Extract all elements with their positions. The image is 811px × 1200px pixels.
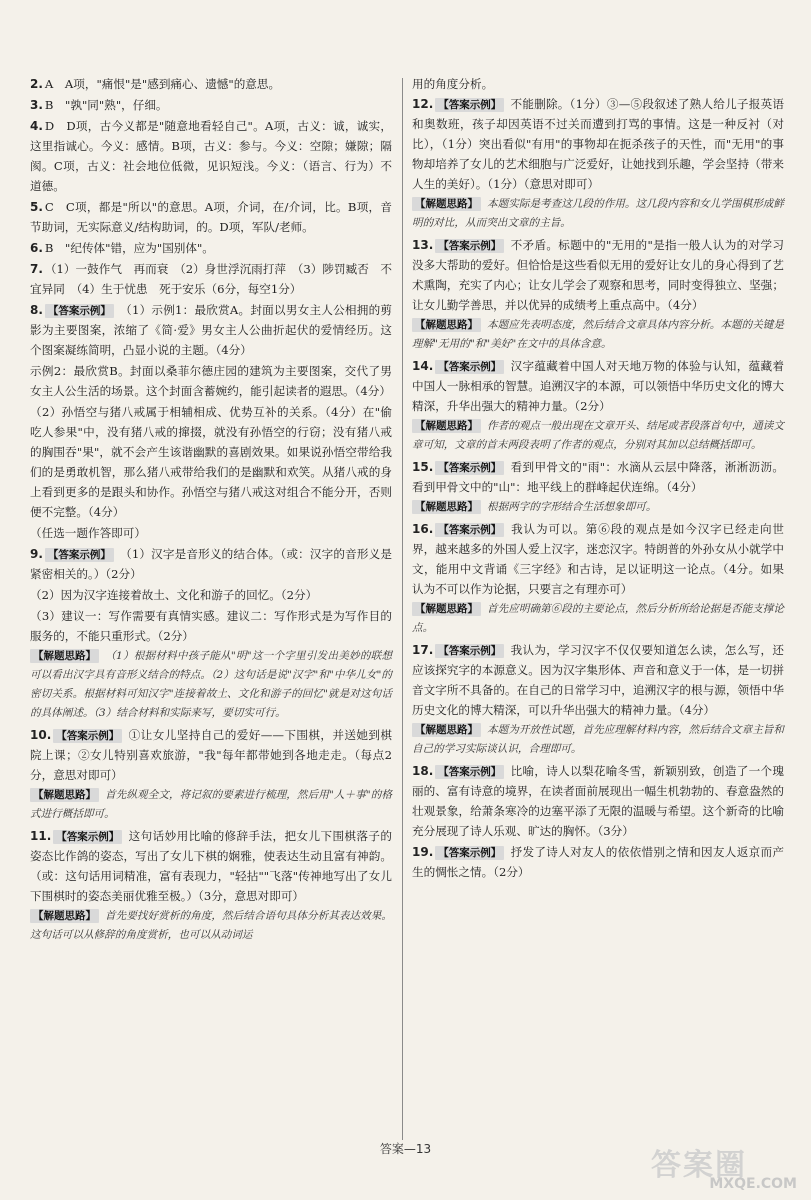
answer-paragraph: [412, 457, 784, 497]
question-number: 4.: [30, 119, 43, 133]
answer-text: 示例2：最欣赏B。封面以桑菲尔德庄园的建筑为主要图案，交代了男女主人公生活的场景。这个封面含蓄婉约，能引起读者的遐思。（4分）: [30, 364, 392, 398]
answer-paragraph: [412, 519, 784, 599]
answer-paragraph: [30, 585, 392, 605]
analysis-tag: 【解题思路】: [30, 788, 99, 802]
answer-example-tag: 【答案示例】: [435, 360, 504, 374]
question-9: [30, 544, 392, 723]
answer-example-tag: 【答案示例】: [53, 729, 122, 743]
continued-text: 用的角度分析。: [412, 77, 494, 91]
question-16: [412, 519, 784, 638]
analysis-paragraph: [412, 417, 784, 455]
question-number: 9.: [30, 547, 43, 561]
analysis-tag: 【解题思路】: [412, 318, 481, 332]
analysis-tag: 【解题思路】: [412, 602, 481, 616]
short-answers: [30, 74, 392, 299]
answer-text: 不矛盾。标题中的"无用的"是指一般人认为的对学习没多大帮助的爱好。但恰恰是这些看似无用的爱好让女儿的身心得到了艺术熏陶，充实了内心；让女儿学会了观察和思考，同时变得独立、坚强；让女儿勤学善思，并以优异的成绩考上重点高中。（4分）: [412, 238, 784, 312]
analysis-text: 首先应明确第⑥段的主要论点，然后分析所给论据是否能支撑论点。: [412, 603, 784, 634]
question-number: 19.: [412, 845, 434, 859]
answer-text: A A项，"痛恨"是"感到痛心、遗憾"的意思。: [44, 77, 281, 91]
answer-text: 我认为，学习汉字不仅仅要知道怎么读，怎么写，还应该探究字的本源意义。因为汉字集形体、声音和意义于一体，是一切拼音文字所不具备的。在自己的日常学习中，追溯汉字的根与源，领悟中华历史文化的博大精深，可以升华出强大的精神力量。（4分）: [412, 643, 784, 717]
question-number: 7.: [30, 262, 43, 276]
analysis-tag: 【解题思路】: [412, 419, 481, 433]
analysis-paragraph: [412, 721, 784, 759]
question-12: [412, 94, 784, 233]
question-number: 5.: [30, 200, 43, 214]
question-number: 17.: [412, 643, 434, 657]
question-19: [412, 842, 784, 882]
question-11: [30, 826, 392, 945]
analysis-paragraph: [30, 786, 392, 824]
analysis-text: （1）根据材料中孩子能从"明"这一个字里引发出美妙的联想可以看出汉字具有音形义结合的特点。（2）这句话是说"汉字"和"中华儿女"的密切关系。根据材料可知汉字"连接着故土、文化和游子的回忆"就是对这句话的具体阐述。（3）结合材料和实际来写，要切实可行。: [30, 650, 392, 719]
column-divider: [402, 78, 403, 1140]
answer-text: D D项，古今义都是"随意地看轻自己"。A项，古义：诚，诚实，这里指诚心。今义：感情。B项，古义：参与。今义：空隙；嫌隙；隔阂。C项，古义：社会地位低微，见识短浅。今义：（语言、行为）不道德。: [30, 119, 392, 193]
answer-example-tag: 【答案示例】: [435, 98, 504, 112]
answer-paragraph: [30, 725, 392, 785]
answer-text: （任选一题作答即可）: [30, 526, 146, 540]
answer-text: （1）一鼓作气 再而衰 （2）身世浮沉雨打萍 （3）陟罚臧否 不宜异同 （4）生于忧患 死于安乐（6分，每空1分）: [30, 262, 392, 296]
answer-text: C C项，都是"所以"的意思。A项，介词，在/介词，比。B项，音节助词，无实际意义/结构助词，的。D项，军队/老师。: [30, 200, 392, 234]
analysis-paragraph: [412, 498, 784, 517]
analysis-text: 首先纵观全文，将记叙的要素进行梳理，然后用"人＋事"的格式进行概括即可。: [30, 789, 392, 820]
answer-paragraph: [412, 356, 784, 416]
answer-example-tag: 【答案示例】: [435, 644, 504, 658]
answer-paragraph: [30, 544, 392, 584]
answer-text: 比喻，诗人以梨花喻冬雪，新颖别致，创造了一个瑰丽的、富有诗意的境界，在读者面前展现出一幅生机勃勃的、春意盎然的壮观景象，给萧条寒冷的边塞平添了无限的温暖与希望。这个新奇的比喻充分展现了诗人乐观、旷达的胸怀。（3分）: [412, 764, 784, 838]
right-column: [412, 74, 784, 883]
answer-paragraph: [412, 761, 784, 841]
analysis-tag: 【解题思路】: [412, 500, 481, 514]
answer-example-tag: 【答案示例】: [435, 846, 504, 860]
question-number: 8.: [30, 303, 43, 317]
analysis-text: 本题为开放性试题，首先应理解材料内容，然后结合文章主旨和自己的学习实际谈认识，合理即可。: [412, 724, 784, 755]
answer-text: 我认为可以。第⑥段的观点是如今汉字已经走向世界，越来越多的外国人爱上汉字，迷恋汉字。特朗普的外孙女从小就学中文，能用中文背诵《三字经》和古诗，足以证明这一论点。（4分。如果认为不可以作为论据，只要言之有理亦可）: [412, 522, 784, 596]
answer-paragraph: [30, 361, 392, 401]
answer-paragraph: [30, 402, 392, 522]
analysis-text: 本题应先表明态度，然后结合文章具体内容分析。本题的关键是理解"无用的"和"美好"在文中的具体含意。: [412, 319, 784, 350]
answer-item: [30, 116, 392, 196]
answer-text: 这句话妙用比喻的修辞手法，把女儿下围棋落子的姿态比作鸽的姿态，写出了女儿下棋的娴雅，使表达生动且富有神韵。（或：这句话用词精准，富有表现力，"轻拈""飞落"传神地写出了女儿下围棋时的姿态美丽优雅至极。）（3分，意思对即可）: [30, 829, 392, 903]
answer-text: 看到甲骨文的"雨"：水滴从云层中降落，淅淅沥沥。看到甲骨文中的"山"：地平线上的群峰起伏连绵。（4分）: [412, 460, 784, 494]
analysis-paragraph: [412, 316, 784, 354]
answer-text: （1）示例1：最欣赏A。封面以男女主人公相拥的剪影为主要图案，浓缩了《简·爱》男女主人公曲折起伏的爱情经历。这个图案凝练简明，凸显小说的主题。（4分）: [30, 303, 392, 357]
answer-example-tag: 【答案示例】: [435, 239, 504, 253]
analysis-paragraph: [30, 647, 392, 723]
watermark-logo: [651, 1140, 801, 1192]
question-number: 14.: [412, 359, 434, 373]
answer-paragraph: [30, 606, 392, 646]
analysis-tag: 【解题思路】: [30, 649, 99, 663]
answer-item: [30, 197, 392, 237]
analysis-paragraph: [30, 907, 392, 945]
answer-text: 汉字蕴藏着中国人对天地万物的体验与认知，蕴藏着中国人一脉相承的智慧。追溯汉字的本源，可以领悟中华历史文化的博大精深，升华出强大的精神力量。（2分）: [412, 359, 784, 413]
watermark-text: 答案圈: [651, 1148, 747, 1183]
question-number: 3.: [30, 98, 43, 112]
question-number: 13.: [412, 238, 434, 252]
answer-paragraph: [412, 640, 784, 720]
left-column: [30, 74, 392, 947]
answer-text: （2）因为汉字连接着故土、文化和游子的回忆。（2分）: [30, 588, 318, 602]
question-14: [412, 356, 784, 455]
answer-paragraph: [412, 842, 784, 882]
question-number: 18.: [412, 764, 434, 778]
question-number: 12.: [412, 97, 434, 111]
analysis-tag: 【解题思路】: [30, 909, 99, 923]
question-number: 15.: [412, 460, 434, 474]
analysis-paragraph: [412, 195, 784, 233]
answer-text: 不能删除。（1分）③—⑤段叙述了熟人给儿子报英语和奥数班，孩子却因英语不过关而遭到打骂的事情。这是一种反衬（对比），（1分）突出看似"有用"的事物却在扼杀孩子的天性，而"无用"的事物却培养了女儿的艺术细胞与广泛爱好，让她找到乐趣，学会坚持（带来人生的美好）。（1分）（意思对即可）: [412, 97, 784, 191]
answer-text: （1）汉字是音形义的结合体。（或：汉字的音形义是紧密相关的。）（2分）: [30, 547, 392, 581]
answer-text: B "孰"同"熟"，仔细。: [44, 98, 168, 112]
answer-example-tag: 【答案示例】: [435, 523, 504, 537]
answer-item: [30, 95, 392, 115]
answer-item: [30, 74, 392, 94]
question-number: 2.: [30, 77, 43, 91]
watermark-url: MXQE.COM: [709, 1176, 797, 1192]
analysis-text: 首先要找好赏析的角度，然后结合语句具体分析其表达效果。这句话可以从修辞的角度赏析，也可以从动词运: [30, 910, 392, 941]
answer-example-tag: 【答案示例】: [53, 830, 122, 844]
page-number: 答案—13: [379, 1142, 432, 1156]
analysis-paragraph: [412, 600, 784, 638]
question-number: 16.: [412, 522, 434, 536]
question-number: 6.: [30, 241, 43, 255]
question-8: [30, 300, 392, 543]
answer-example-tag: 【答案示例】: [45, 548, 114, 562]
question-10: [30, 725, 392, 824]
analysis-tag: 【解题思路】: [412, 723, 481, 737]
answer-text: 抒发了诗人对友人的依依惜别之情和因友人返京而产生的惆怅之情。（2分）: [412, 845, 784, 879]
answer-item: [30, 259, 392, 299]
answer-example-tag: 【答案示例】: [435, 765, 504, 779]
answer-text: （3）建议一：写作需要有真情实感。建议二：写作形式是为写作目的服务的，不能只重形式。（2分）: [30, 609, 392, 643]
answer-text: （2）孙悟空与猪八戒属于相辅相成、优势互补的关系。（4分）在"偷吃人参果"中，没有猪八戒的撺掇，就没有孙悟空的行窃；没有猪八戒的胸围吞"果"，就不会产生该谐幽默的喜剧效果。如果说孙悟空带给我们的是勇敢机智，那么猪八戒带给我们的是幽默和欢笑。从猪八戒的身上看到更多的是跟头和协作。孙悟空与猪八戒这对组合不能分开，否则便不完整。（4分）: [30, 405, 392, 519]
answer-paragraph: [30, 826, 392, 906]
answer-paragraph: [412, 235, 784, 315]
question-13: [412, 235, 784, 354]
question-18: [412, 761, 784, 841]
analysis-text: 作者的观点一般出现在文章开头、结尾或者段落首句中，通读文章可知，文章的首末两段表明了作者的观点，分别对其加以总结概括即可。: [412, 420, 784, 451]
answer-paragraph: [30, 523, 392, 543]
question-15: [412, 457, 784, 517]
answer-item: [30, 238, 392, 258]
question-17: [412, 640, 784, 759]
analysis-text: 本题实际是考查这几段的作用。这几段内容和女儿学围棋形成鲜明的对比，从而突出文章的主旨。: [412, 198, 784, 229]
analysis-tag: 【解题思路】: [412, 197, 481, 211]
question-number: 11.: [30, 829, 52, 843]
answer-paragraph: [30, 300, 392, 360]
answer-example-tag: 【答案示例】: [435, 461, 504, 475]
question-number: 10.: [30, 728, 52, 742]
answer-example-tag: 【答案示例】: [45, 304, 114, 318]
answer-text: ①让女儿坚持自己的爱好——下围棋，并送她到棋院上课；②女儿特别喜欢旅游，"我"每年都带她到各地走走。（每点2分，意思对即可）: [30, 728, 392, 782]
answer-text: B "纪传体"错，应为"国别体"。: [44, 241, 214, 255]
answer-paragraph: [412, 94, 784, 194]
analysis-text: 根据两字的字形结合生活想象即可。: [487, 501, 657, 513]
